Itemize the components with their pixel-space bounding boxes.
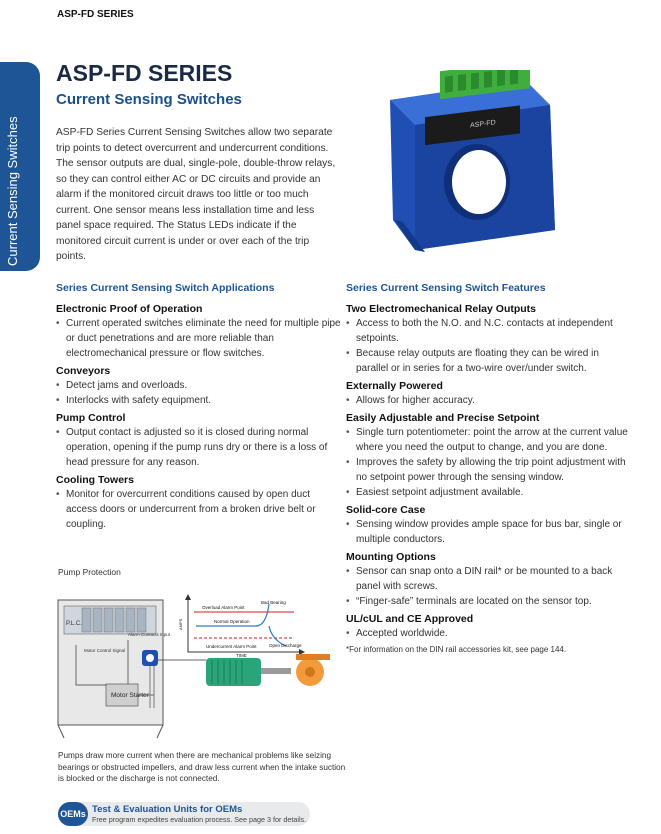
app-group-title: Conveyors [56, 365, 111, 377]
feature-group-title: Easily Adjustable and Precise Setpoint [346, 412, 540, 424]
feature-group-title: Mounting Options [346, 551, 436, 563]
app-group [56, 365, 341, 408]
intro-paragraph: ASP-FD Series Current Sensing Switches allow two separate trip points to detect overcurrent and undercurrent conditions. The sensor outputs are dual, single-pole, double-throw relays, so they can control either AC or DC circuits and provide an alarm if the monitored circuit draws too little or too much current. One sensor means less installation time and less panel space required. The Status LEDs indicate if the monitored circuit current is under or over each of the trip points. [56, 127, 336, 262]
oem-title: Test & Evaluation Units for OEMs [92, 804, 243, 815]
list-item: • Access to both the N.O. and N.C. contacts at independent setpoints. [346, 316, 631, 346]
underload-label: Undercurrent Alarm Point [206, 644, 257, 649]
pump-protection-diagram [56, 590, 346, 740]
feature-group-title: Solid-core Case [346, 504, 426, 516]
list-item: • Interlocks with safety equipment. [56, 393, 341, 408]
list-item: • Monitor for overcurrent conditions caused by open duct access doors or undercurrent from a broken drive belt or coupling. [56, 487, 341, 532]
applications-column [56, 282, 341, 532]
footnote: *For information on the DIN rail accessories kit, see page 144. [346, 645, 567, 654]
feature-group [346, 504, 631, 547]
app-group-title: Cooling Towers [56, 474, 134, 486]
list-item: • Improves the safety by allowing the trip point adjustment with no setpoint power through the sensing window. [346, 455, 631, 485]
list-item: • Current operated switches eliminate the need for multiple pipe or duct penetrations and are more reliable than electromechanical pressure or flow switches. [56, 316, 341, 361]
time-label: TIME [236, 653, 247, 658]
product-label: ASP-FD [470, 119, 496, 130]
feature-group [346, 412, 631, 500]
features-column [346, 282, 631, 654]
alarm-input-label: Alarm Contacts Input [128, 632, 171, 637]
list-item: • Sensor can snap onto a DIN rail* or be mounted to a back panel with screws. [346, 564, 631, 594]
app-group [56, 303, 341, 361]
motor-control-label: Motor Control Signal [84, 648, 126, 653]
plc-label: P.L.C. [66, 621, 82, 627]
feature-group [346, 613, 631, 641]
page-subtitle: Current Sensing Switches [56, 91, 242, 108]
open-discharge-label: Open Discharge [269, 643, 302, 648]
page-title: ASP-FD SERIES [56, 60, 233, 86]
diagram-label: Pump Protection [58, 567, 121, 577]
bad-bearing-label: Bad Bearing [261, 600, 286, 605]
overload-label: Overload Alarm Point [202, 605, 245, 610]
list-item: • Easiest setpoint adjustment available. [346, 485, 631, 500]
motor-starter-label: Motor Starter [111, 692, 149, 699]
list-item: • Output contact is adjusted so it is closed during normal operation, opening if the pump runs dry or there is a loss of head pressure for any reason. [56, 425, 341, 470]
product-image [385, 70, 560, 255]
amps-label: AMPS [178, 618, 183, 630]
list-item: • Accepted worldwide. [346, 626, 631, 641]
app-group-title: Electronic Proof of Operation [56, 303, 203, 315]
app-group [56, 412, 341, 470]
list-item: • Allows for higher accuracy. [346, 393, 631, 408]
oem-badge: OEMs [58, 802, 88, 826]
normal-label: Normal Operation [214, 619, 250, 624]
applications-heading: Series Current Sensing Switch Applications [56, 282, 275, 294]
header-series: ASP-FD SERIES [57, 9, 134, 20]
diagram-caption: Pumps draw more current when there are mechanical problems like seizing bearings or obstructed impellers, and draw less current when the intake suction is blocked or the discharge is not connected. [58, 751, 346, 783]
app-group-title: Pump Control [56, 412, 126, 424]
oem-text: Free program expedites evaluation process. See page 3 for details. [92, 815, 307, 824]
app-group [56, 474, 341, 532]
feature-group-title: Externally Powered [346, 380, 443, 392]
list-item: • Detect jams and overloads. [56, 378, 341, 393]
list-item: • “Finger-safe” terminals are located on the sensor top. [346, 594, 631, 609]
feature-group [346, 380, 631, 408]
list-item: • Because relay outputs are floating they can be wired in parallel or in series for a two-wire over/under switch. [346, 346, 631, 376]
list-item: • Sensing window provides ample space for bus bar, single or multiple conductors. [346, 517, 631, 547]
feature-group [346, 303, 631, 376]
feature-group [346, 551, 631, 609]
feature-group-title: Two Electromechanical Relay Outputs [346, 303, 537, 315]
side-tab [0, 62, 40, 271]
list-item: • Single turn potentiometer: point the arrow at the current value where you need the output to change, and you are done. [346, 425, 631, 455]
feature-group-title: UL/cUL and CE Approved [346, 613, 474, 625]
features-heading: Series Current Sensing Switch Features [346, 282, 546, 294]
side-tab-label: Current Sensing Switches [5, 116, 20, 266]
